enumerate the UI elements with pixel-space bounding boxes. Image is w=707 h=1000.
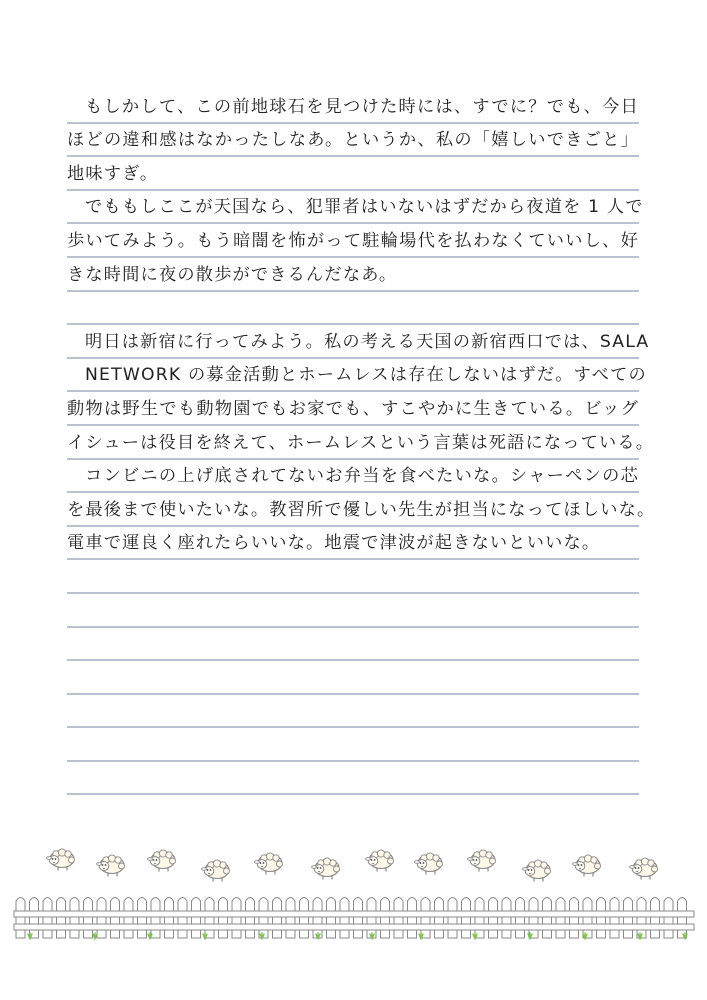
fence-picket <box>597 898 606 939</box>
fence-picket <box>151 898 160 939</box>
sheep-flock <box>47 849 658 882</box>
fence-picket <box>556 898 565 939</box>
body-text-line: イシューは役目を終えて、ホームレスという言葉は死語になっている。 <box>67 432 655 453</box>
body-text-line: コンビニの上げ底されてないお弁当を食べたいな。シャーペンの芯 <box>85 466 639 487</box>
fence-picket <box>651 898 660 939</box>
fence-picket <box>475 898 484 939</box>
ruled-line <box>67 191 644 225</box>
fence-picket <box>502 898 511 939</box>
fence-picket <box>610 898 619 939</box>
sheep-icon <box>468 850 496 872</box>
fence-picket <box>421 898 430 939</box>
sheep-icon <box>523 860 551 882</box>
fence-picket <box>232 898 241 939</box>
fence-picket <box>367 898 376 939</box>
body-text-line: きな時間に夜の散歩ができるんだなあ。 <box>67 264 398 285</box>
fence-picket <box>97 898 106 939</box>
fence-picket <box>192 898 201 939</box>
fence-picket <box>313 898 322 939</box>
fence-picket <box>516 898 525 939</box>
sheep-icon <box>415 853 443 875</box>
ruled-line-blank <box>67 695 639 729</box>
fence-picket <box>489 898 498 939</box>
body-text-line: 明日は新宿に行ってみよう。私の考える天国の新宿西口では、SALA <box>85 331 650 352</box>
sheep-icon <box>366 850 394 872</box>
fence-picket <box>43 898 52 939</box>
fence-picket <box>286 898 295 939</box>
body-text-line: 地味すぎ。 <box>67 163 159 184</box>
fence-picket <box>70 898 79 939</box>
body-text-line: 動物は野生でも動物園でもお家でも、すこやかに生きている。ビッグ <box>67 398 639 419</box>
fence-picket <box>448 898 457 939</box>
body-text-line: もしかして、この前地球石を見つけた時には、すでに？でも、今日 <box>85 96 639 117</box>
fence-picket <box>16 898 25 939</box>
ruled-line-blank <box>67 560 639 594</box>
ruled-line-blank <box>67 661 639 695</box>
picket-fence-icon <box>16 898 687 939</box>
fence-picket <box>529 898 538 939</box>
fence-picket <box>273 898 282 939</box>
ruled-line <box>67 157 639 191</box>
ruled-line <box>67 325 650 359</box>
ruled-line <box>67 527 639 561</box>
ruled-line <box>67 124 639 158</box>
sheep-icon <box>47 849 75 871</box>
ruled-line <box>67 426 655 460</box>
fence-picket <box>57 898 66 939</box>
sheep-icon <box>97 855 125 877</box>
fence-picket <box>259 898 268 939</box>
fence-picket <box>570 898 579 939</box>
fence-picket <box>354 898 363 939</box>
ruled-line <box>67 359 647 393</box>
fence-picket <box>664 898 673 939</box>
fence-picket <box>637 898 646 939</box>
ruled-line-blank <box>67 728 639 762</box>
fence-picket <box>178 898 187 939</box>
ruled-line-blank <box>67 292 639 326</box>
ruled-line-blank <box>67 594 639 628</box>
body-text-line: 歩いてみよう。もう暗闇を怖がって駐輪場代を払わなくていいし、好 <box>67 230 639 251</box>
body-text-line: ほどの違和感はなかったしなあ。というか、私の「嬉しいできごと」 <box>67 130 639 151</box>
fence-picket <box>340 898 349 939</box>
fence-picket <box>111 898 120 939</box>
body-text-line: を最後まで使いたいな。教習所で優しい先生が担当になってほしいな。 <box>67 499 656 520</box>
sheep-icon <box>573 855 601 877</box>
body-text-line: でももしここが天国なら、犯罪者はいないはずだから夜道を 1 人で <box>85 197 644 218</box>
fence-picket <box>678 898 687 939</box>
sheep-icon <box>630 858 658 880</box>
sheep-icon <box>255 853 283 875</box>
body-text-line: 電車で運良く座れたらいいな。地震で津波が起きないといいな。 <box>67 533 601 554</box>
fence-picket <box>124 898 133 939</box>
fence-picket <box>408 898 417 939</box>
grass-tuft <box>93 933 97 939</box>
fence-picket <box>30 898 39 939</box>
fence-picket <box>138 898 147 939</box>
ruled-line-blank <box>67 628 639 662</box>
ruled-line-blank <box>67 762 639 796</box>
fence-picket <box>327 898 336 939</box>
sheep-icon <box>312 858 340 880</box>
fence-picket <box>205 898 214 939</box>
ruled-line <box>67 392 639 426</box>
fence-picket <box>300 898 309 939</box>
ruled-line <box>67 460 639 494</box>
sheep-icon <box>202 860 230 882</box>
fence-picket <box>84 898 93 939</box>
fence-picket <box>462 898 471 939</box>
ruled-line <box>67 224 639 258</box>
fence-picket <box>543 898 552 939</box>
sheep-icon <box>148 850 176 872</box>
fence-picket <box>219 898 228 939</box>
ruled-line <box>67 90 639 124</box>
fence-picket <box>165 898 174 939</box>
fence-picket <box>583 898 592 939</box>
lined-writing-sheet <box>67 90 656 795</box>
body-text-line: NETWORK の募金活動とホームレスは存在しないはずだ。すべての <box>85 365 647 386</box>
fence-picket <box>246 898 255 939</box>
ruled-line <box>67 493 656 527</box>
fence-picket <box>394 898 403 939</box>
fence-picket <box>381 898 390 939</box>
fence-picket <box>624 898 633 939</box>
ruled-line <box>67 258 639 292</box>
sheep-fence-illustration <box>0 835 707 945</box>
fence-picket <box>435 898 444 939</box>
